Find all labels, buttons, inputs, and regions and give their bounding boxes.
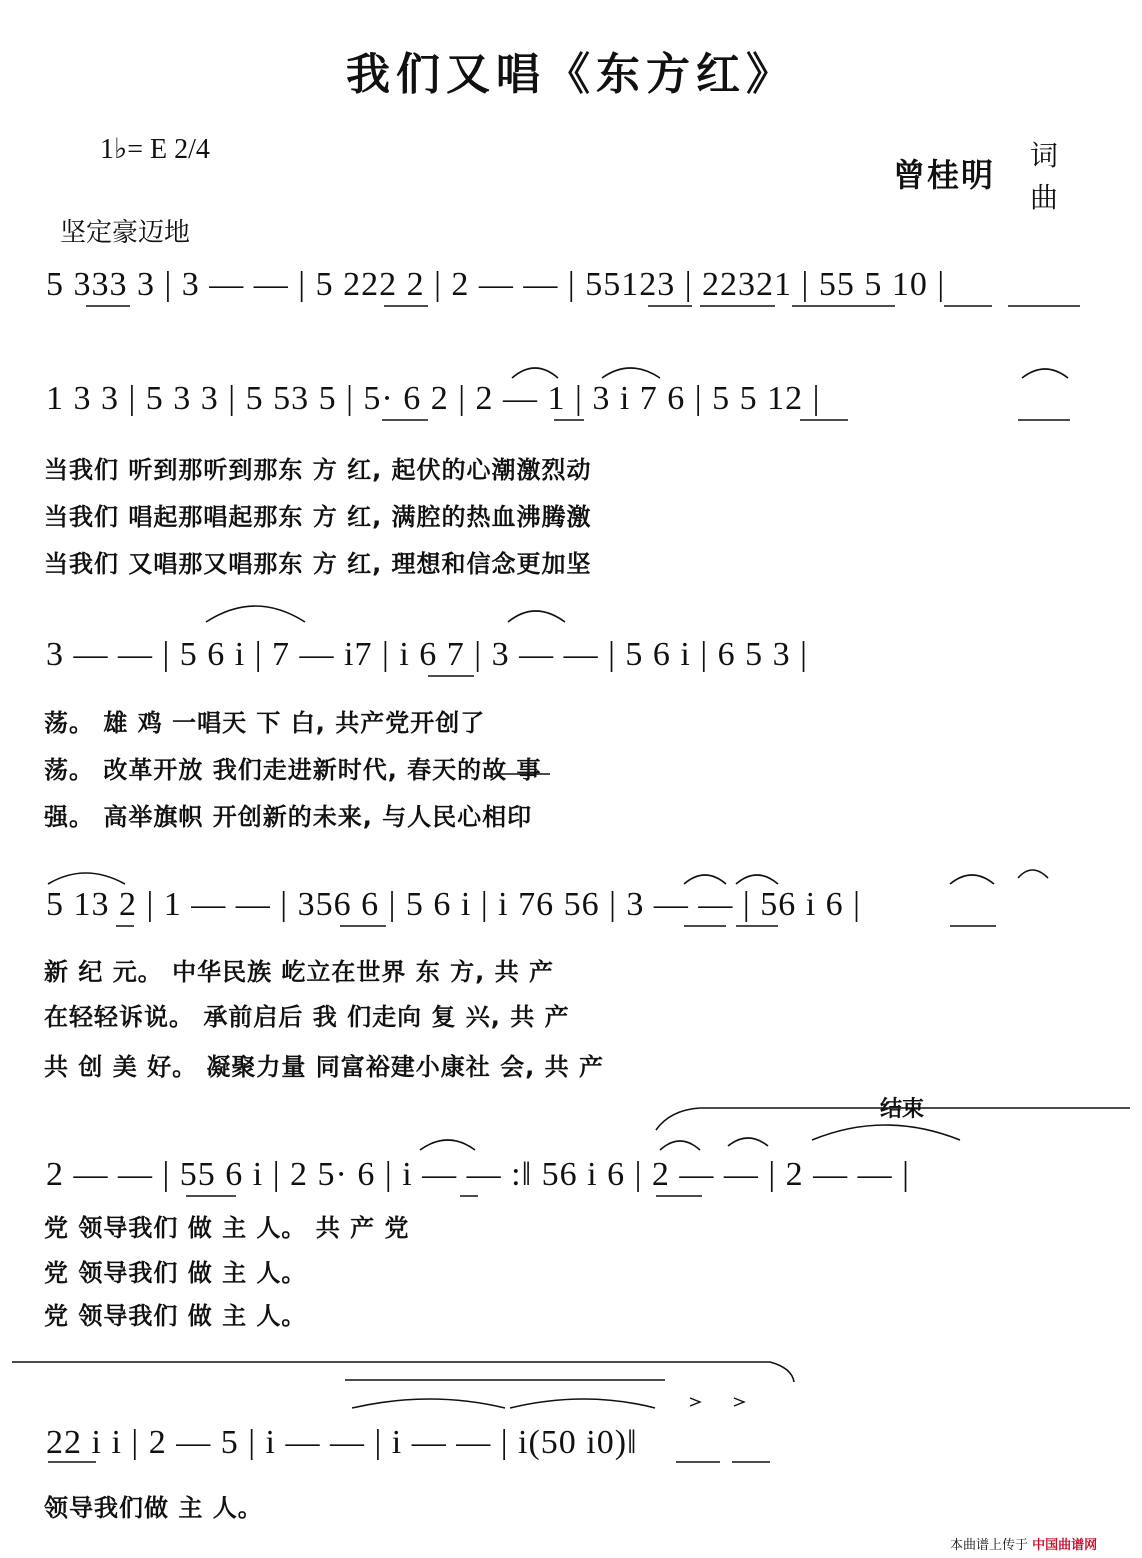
credit-lyrics: 词 — [1030, 139, 1059, 172]
slur-mark — [660, 1141, 700, 1150]
staff-4-notes: 5 13 2 | 1 — — | 356 6 | 5 6 i | i 76 56 | 3 — — | 56 i 6 | — [46, 886, 861, 923]
staff-3-lyric-1: 荡。 雄 鸡 一唱天 下 白, 共产党开创了 — [44, 709, 486, 737]
staff-2-lyric-2: 当我们 唱起那唱起那东 方 红, 满腔的热血沸腾激 — [44, 503, 592, 531]
staff-6-notes: 22 i i | 2 — 5 | i — — | i — — | i(50 i0)‖ — [46, 1424, 638, 1461]
key-signature: 1♭= E 2/4 — [100, 134, 210, 165]
slur-mark — [206, 606, 305, 622]
ending-mark: 结束 — [880, 1097, 925, 1122]
slur-mark — [1018, 870, 1048, 878]
staff-2-notes: 1 3 3 | 5 3 3 | 5 53 5 | 5· 6 2 | 2 — 1 | 3 i 7 6 | 5 5 12 | — [46, 380, 821, 417]
slur-mark — [420, 1140, 475, 1150]
author-name: 曾桂明 — [893, 156, 996, 194]
slur-mark — [512, 368, 558, 378]
staff-2-lyric-3: 当我们 又唱那又唱那东 方 红, 理想和信念更加坚 — [44, 550, 592, 578]
page-title: 我们又唱《东方红》 — [346, 49, 796, 100]
slur-mark — [728, 1138, 768, 1146]
staff-6-lyric-1: 领导我们做 主 人。 — [44, 1494, 263, 1522]
tempo-marking: 坚定豪迈地 — [60, 218, 191, 248]
slur-mark — [510, 1399, 655, 1408]
staff-4-lyric-2: 在轻轻诉说。 承前启后 我 们走向 复 兴, 共 产 — [44, 1003, 570, 1031]
slur-mark — [508, 611, 565, 622]
slur-mark — [602, 368, 660, 378]
volta-line — [12, 1362, 794, 1382]
site-logo-text: 中国曲谱网 — [1032, 1538, 1098, 1553]
slur-mark — [812, 1125, 960, 1140]
staff-4-lyric-1: 新 纪 元。 中华民族 屹立在世界 东 方, 共 产 — [44, 958, 554, 986]
slur-mark — [684, 875, 726, 884]
volta-line — [656, 1108, 1130, 1130]
staff-5-lyric-2: 党 领导我们 做 主 人。 — [44, 1259, 307, 1287]
staff-5-notes: 2 — — | 55 6 i | 2 5· 6 | i — — :‖ 56 i 6 | 2 — — | 2 — — | — [46, 1156, 910, 1193]
slur-mark — [950, 875, 994, 884]
staff-4-lyric-3: 共 创 美 好。 凝聚力量 同富裕建小康社 会, 共 产 — [44, 1053, 604, 1081]
staff-5-lyric-1: 党 领导我们 做 主 人。 共 产 党 — [44, 1214, 410, 1242]
staff-3-lyric-3: 强。 高举旗帜 开创新的未来, 与人民心相印 — [44, 803, 533, 831]
slur-mark — [736, 875, 778, 884]
slur-mark — [1022, 369, 1068, 378]
staff-2-lyric-1: 当我们 听到那听到那东 方 红, 起伏的心潮激烈动 — [44, 456, 592, 484]
staff-5-lyric-3: 党 领导我们 做 主 人。 — [44, 1302, 307, 1330]
credit-music: 曲 — [1030, 181, 1059, 214]
staff-3-lyric-2: 荡。 改革开放 我们走进新时代, 春天的故 事 — [44, 756, 542, 784]
staff-3-notes: 3 — — | 5 6 i | 7 — i7 | i 6 7 | 3 — — | 5 6 i | 6 5 3 | — [46, 636, 808, 673]
slur-mark — [48, 873, 125, 884]
upload-credit-prefix: 本曲谱上传于 — [950, 1538, 1029, 1553]
staff-1-notes: 5 333 3 | 3 — — | 5 222 2 | 2 — — | 55123 | 22321 | 55 5 10 | — [46, 266, 946, 303]
slur-mark — [352, 1399, 505, 1408]
